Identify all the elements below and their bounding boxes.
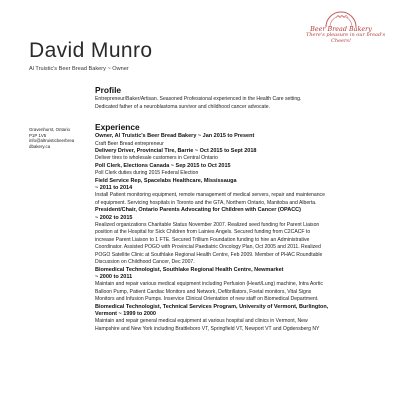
job-description: Coordinator. Assisted POGO with Provincial Paediatric Oncology Plan, Oct 2005 and 2011. Realized [95, 244, 321, 251]
job-title: Biomedical Technologist, Technical Services Program, University of Vermont, Burlington, [95, 303, 329, 310]
job-description: Realized organizations Charitable Status November 2007. Realized seed funding for Parent Liaison [95, 222, 320, 229]
experience-list [95, 133, 385, 333]
job-title: ~ 2011 to 2014 [95, 185, 133, 192]
experience-entry [95, 163, 385, 178]
main-column [95, 85, 385, 333]
experience-entry [95, 267, 385, 304]
contact-email-cont[interactable]: dbakery.ca [29, 143, 51, 149]
profile-line: Entrepreneur/Baker/Artisan. Seasoned Professional experienced in the Health Care setting. [95, 96, 302, 102]
experience-entry [95, 178, 385, 208]
experience-entry [95, 207, 385, 266]
experience-heading: Experience [95, 122, 140, 133]
job-description: Poll Clerk duties during 2015 Federal Election [95, 170, 199, 177]
job-description: increase Parent Liaison to 1 FTE. Secured Trillium Foundation funding to hire an Administrative [95, 236, 310, 243]
contact-city: Gravenhurst, Ontario [29, 127, 70, 132]
job-description: Maintain and repair various medical equipment including Perfusion (Heart/Lung) machine, Intra Aortic [95, 281, 323, 288]
logo-cheers: Cheers! [331, 38, 351, 44]
job-title: Delivery Driver, Provincial Tire, Barrie ~ Oct 2015 to Sept 2018 [95, 148, 257, 154]
job-description: Hampshire and New York including Brattleboro VT, Springfield VT, Newport VT and Ogdensberg NY [95, 325, 320, 332]
person-name: David Munro [29, 39, 153, 62]
experience-entry [95, 133, 385, 148]
job-description: POGO Satellite Clinic at Southlake Regional Health Centre, Feb 2009. Member of PHAC Roundtable [95, 251, 323, 258]
contact-email[interactable]: info@altruisticbeerbrea [29, 138, 75, 144]
experience-entry [95, 304, 385, 334]
job-title: ~ 2002 to 2015 [95, 214, 133, 221]
bakery-logo [306, 6, 386, 54]
job-description: Deliver tires to wholesale customers in Central Ontario [95, 155, 218, 162]
contact-postal: P1P 1V5 [29, 132, 47, 138]
job-description: Balloon Pump, Patient Cardiac Monitors and Network, Defibrillators, Foetal monitors, Vital Signs [95, 288, 312, 295]
job-description: position at the Hospital for Sick Children from Lainies Angels. Secured funding from C2CACF to [95, 229, 311, 236]
job-title: Owner, Al Truistic's Beer Bread Bakery ~ Jan 2015 to Present [95, 133, 255, 140]
job-title: President/Chair, Ontario Parents Advocating for Children with Cancer (OPACC) [95, 207, 301, 214]
profile-line: Dedicated father of a neuroblastoma survivor and childhood cancer advocate. [95, 103, 270, 110]
person-subtitle: Al Truistic's Beer Bread Bakery ~ Owner [29, 66, 129, 72]
job-description: Monitors and Infusion Pumps. Inservice Clinical Orientation of new staff on Biomedical Department. [95, 296, 319, 303]
job-description: of equipment. Servicing hospitals in Toronto and the GTA, Northern Ontario, Manitoba and Alberta. [95, 199, 317, 206]
logo-name: Beer Bread Bakery [310, 25, 372, 33]
experience-entry [95, 148, 385, 163]
job-description: Craft Beer Bread entrepreneur [95, 140, 164, 147]
job-description: Install Patient monitoring equipment, remote management of medical servers, repair and maintenance [95, 192, 325, 199]
profile-heading: Profile [95, 85, 122, 95]
job-title: Biomedical Technologist, Southlake Regional Health Centre, Newmarket [95, 266, 284, 273]
logo-tagline: There's pleasure in our bread's [306, 32, 386, 38]
job-title: Field Service Rep, Spacelabs Healthcare, Mississauga [95, 177, 237, 184]
contact-info [29, 127, 84, 149]
job-title: Vermont ~ 1999 to 2000 [95, 310, 156, 317]
job-description: Discussion on Childhood Cancer, Dec 2007. [95, 259, 195, 266]
job-title: Poll Clerk, Elections Canada ~ Sep 2015 to Oct 2015 [95, 162, 231, 169]
job-title: ~ 2000 to 2011 [95, 273, 133, 280]
job-description: Maintain and repair general medical equipment at various hospital and clinics in Vermont, New [95, 318, 308, 325]
